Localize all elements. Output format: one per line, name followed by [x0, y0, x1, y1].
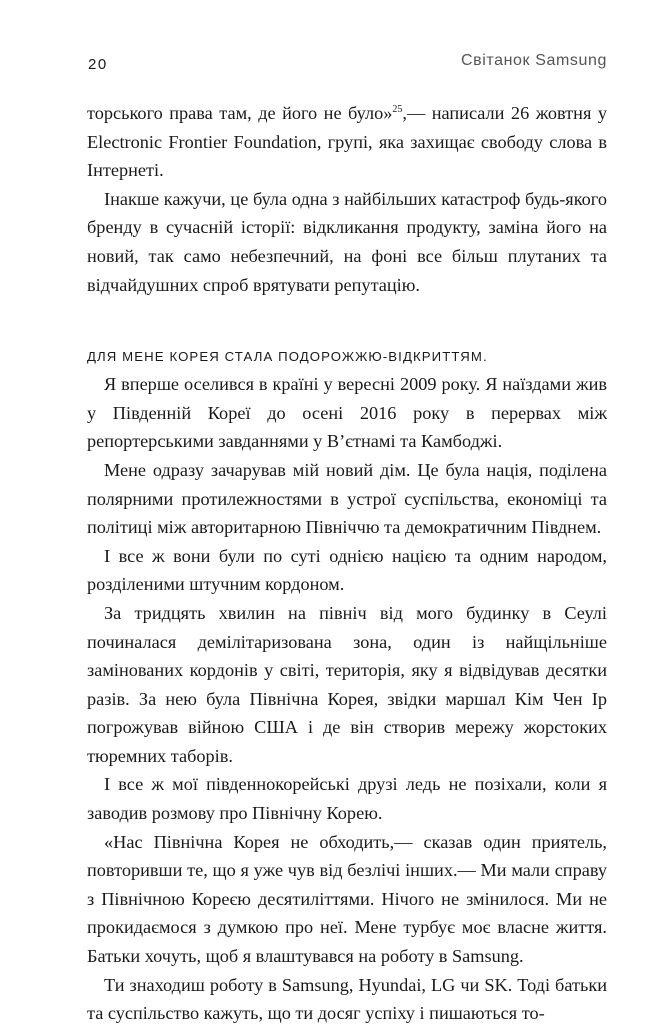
- paragraph: Ти знаходиш роботу в Samsung, Hyundai, LG чи SK. Тоді батьки та суспільство кажуть, що ти досяг успіху і пишаються то-: [87, 974, 607, 1024]
- page-number: 20: [88, 56, 108, 73]
- page-body: [87, 99, 607, 1028]
- paragraph: Інакше кажучи, це була одна з найбільших катастроф будь-якого бренду в сучасній історії: відкликання продукту, заміна його на новий, так само небезпечний, на фоні все більш плутаних та відчайдушних спроб врятувати репутацію.: [87, 188, 607, 295]
- paragraph: [87, 99, 607, 185]
- running-header: Світанок Samsung: [460, 52, 607, 69]
- paragraph-text: торського права там, де його не було»: [87, 103, 393, 123]
- footnote-reference[interactable]: 25: [392, 103, 403, 115]
- paragraph: І все ж мої південнокорейські друзі ледь не позіхали, коли я заводив розмову про Північну Корею.: [87, 774, 607, 824]
- paragraph: Я вперше оселився в країні у вересні 2009 року. Я наїздами жив у Південній Кореї до осені 2016 року в перервах між репортерськими завданнями у В’єтнамі та Камбоджі.: [87, 374, 607, 452]
- paragraph: «Нас Північна Корея не обходить,— сказав один приятель, повторивши те, що я уже чув від безлічі інших.— Ми мали справу з Північною Кореєю десятиліттями. Нічого не змінилося. Ми не прокидаємося з думкою про неї. Мене турбує моє власне життя. Батьки хочуть, щоб я влаштувався на роботу в Samsung.: [87, 831, 607, 967]
- section-heading: ДЛЯ МЕНЕ КОРЕЯ СТАЛА ПОДОРОЖЖЮ-ВІДКРИТТЯМ.: [87, 349, 488, 365]
- paragraph: За тридцять хвилин на північ від мого будинку в Сеулі починалася демілітаризована зона, один із найщільніше замінованих кордонів у світі, територія, яку я відвідував десятки разів. За нею була Північна Корея, звідки маршал Кім Чен Ір погрожував війною США і де він створив мережу жорстоких тюремних таборів.: [87, 602, 607, 766]
- paragraph-text-continued: ,— написали 26 жовтня у Electronic Frontier Foundation, групі, яка захищає свободу слова в Інтернеті.: [87, 103, 607, 181]
- paragraph: Мене одразу зачарував мій новий дім. Це була нація, поділена полярними протилежностями в устрої суспільства, економіці та політиці між авторитарною Північчю та демократичним Півднем.: [87, 459, 607, 538]
- paragraph: І все ж вони були по суті однією нацією та одним народом, розділеними штучним кордоном.: [87, 545, 607, 595]
